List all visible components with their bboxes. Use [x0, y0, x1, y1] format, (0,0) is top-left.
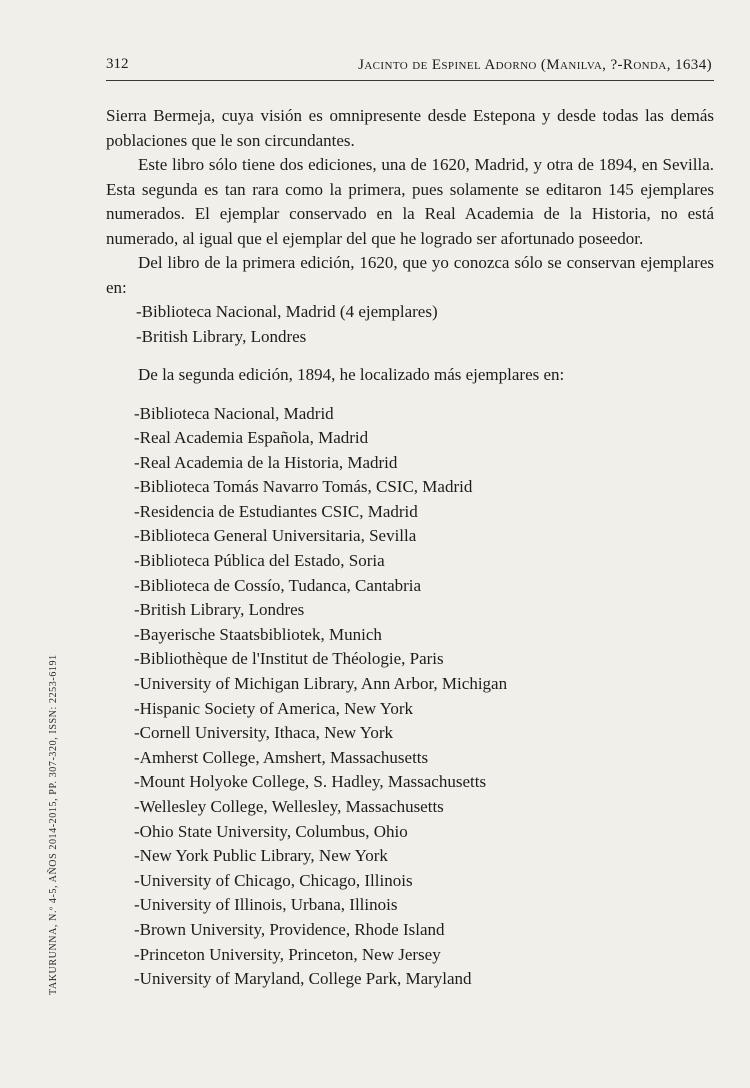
list-item: -Biblioteca Tomás Navarro Tomás, CSIC, Madrid: [134, 477, 473, 497]
spacer: [106, 388, 714, 402]
list-item: -Brown University, Providence, Rhode Island: [134, 919, 445, 939]
body-text: [106, 104, 714, 992]
paragraph-intro: Sierra Bermeja, cuya visión es omnipresente desde Estepona y desde todas las demás poblaciones que le son circundantes.: [106, 106, 714, 150]
list-item: -Ohio State University, Columbus, Ohio: [134, 821, 408, 841]
list-item: -British Library, Londres: [134, 600, 305, 620]
list-item: -Wellesley College, Wellesley, Massachusetts: [134, 797, 444, 816]
list-item: -Amherst College, Amshert, Massachusetts: [134, 747, 429, 767]
list-item: -Mount Holyoke College, S. Hadley, Massachusetts: [134, 772, 487, 792]
page-number: 312: [106, 56, 129, 72]
list-item: -Cornell University, Ithaca, New York: [134, 723, 394, 743]
list-item: -Bayerische Staatsbibliotek, Munich: [134, 624, 382, 644]
list-item: -Real Academia de la Historia, Madrid: [134, 452, 398, 472]
list-item: -New York Public Library, New York: [134, 846, 388, 866]
first-edition-list: [106, 300, 714, 349]
list-item: -Residencia de Estudiantes CSIC, Madrid: [134, 501, 418, 521]
list-item: -Hispanic Society of America, New York: [134, 698, 414, 718]
list-item: -University of Michigan Library, Ann Arbor, Michigan: [134, 674, 508, 694]
spacer: [106, 349, 714, 363]
second-edition-list: [106, 402, 714, 992]
list-item: -Biblioteca General Universitaria, Sevilla: [134, 526, 417, 546]
list-item: -Biblioteca Nacional, Madrid (4 ejemplares): [136, 302, 438, 321]
list-item: -Princeton University, Princeton, New Jersey: [134, 944, 441, 964]
list-item: -University of Maryland, College Park, Maryland: [134, 969, 472, 989]
page-header: [106, 54, 714, 81]
list-item: -Bibliothèque de l'Institut de Théologie, Paris: [134, 649, 444, 669]
list-item: -University of Chicago, Chicago, Illinois: [134, 870, 413, 890]
list-item: -Biblioteca Nacional, Madrid: [134, 403, 334, 423]
list-item: -Real Academia Española, Madrid: [134, 428, 369, 448]
list-item: -Biblioteca Pública del Estado, Soria: [134, 551, 385, 571]
journal-citation-sidebar: TAKURUNNA, N.º 4-5, AÑOS 2014-2015, PP. 307-320, ISSN: 2253-6191: [48, 654, 59, 995]
paragraph-first-edition: Del libro de la primera edición, 1620, que yo conozca sólo se conservan ejemplares en:: [106, 253, 714, 297]
list-item: -British Library, Londres: [136, 326, 307, 346]
running-head: Jacinto de Espinel Adorno (Manilva, ?-Ronda, 1634): [358, 57, 712, 73]
paragraph-second-edition: De la segunda edición, 1894, he localizado más ejemplares en:: [138, 365, 565, 384]
list-item: -Biblioteca de Cossío, Tudanca, Cantabria: [134, 575, 422, 595]
list-item: -University of Illinois, Urbana, Illinois: [134, 895, 398, 915]
paragraph-editions: Este libro sólo tiene dos ediciones, una de 1620, Madrid, y otra de 1894, en Sevilla. Esta segunda es tan rara como la primera, pues solamente se editaron 145 ejemplares numerados. El ejemplar conservado en la Real Academia de la Historia, no está numerado, al igual que el ejemplar del que he logrado ser afortunado poseedor.: [106, 155, 714, 248]
